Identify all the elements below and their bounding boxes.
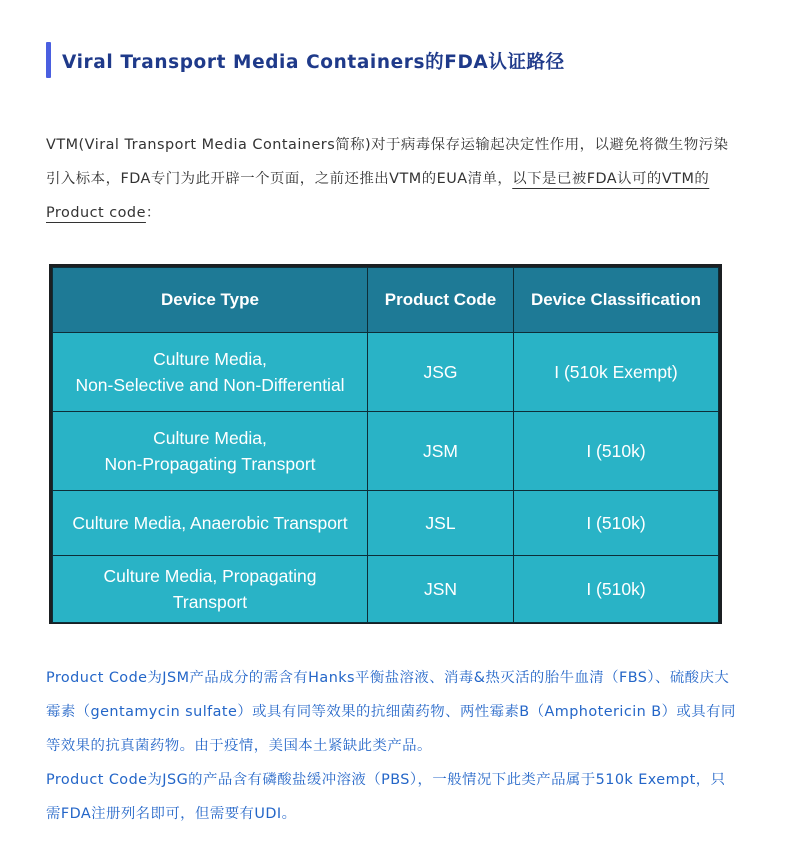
table-row [53, 333, 719, 412]
device-type-cell: Culture Media, Non-Propagating Transport [53, 412, 368, 491]
product-code-cell: JSN [368, 556, 514, 623]
page-title: Viral Transport Media Containers的FDA认证路径 [62, 52, 565, 73]
device-type-cell: Culture Media, Non-Selective and Non-Differential [53, 333, 368, 412]
classification-cell: I (510k) [514, 556, 719, 623]
jsg-note: Product Code为JSG的产品含有磷酸盐缓冲溶液（PBS），一般情况下此类产品属于510k Exempt，只需FDA注册列名即可，但需要有UDI。 [46, 772, 726, 822]
header-product-code: Product Code [368, 268, 514, 333]
jsm-note: Product Code为JSM产品成分的需含有Hanks平衡盐溶液、消毒&热灭活的胎牛血清（FBS）、硫酸庆大霉素（gentamycin sulfate）或具有同等效果的抗细菌药物、两性霉素B（Amphotericin B）或具有同等效果的抗真菌药物。由于疫情，美国本土紧缺此类产品。 [46, 670, 736, 754]
classification-cell: I (510k Exempt) [514, 333, 719, 412]
header-device-classification: Device Classification [514, 268, 719, 333]
heading-accent-bar [46, 42, 51, 78]
intro-colon: ： [145, 205, 161, 221]
classification-cell: I (510k) [514, 491, 719, 556]
table-row [53, 556, 719, 623]
table-header-row [53, 268, 719, 333]
section-heading [46, 42, 746, 80]
notes-section [46, 661, 736, 831]
product-code-cell: JSM [368, 412, 514, 491]
product-code-link[interactable]: 以下是已被FDA认可的VTM的Product code [46, 171, 710, 221]
product-code-table-image [49, 264, 722, 624]
device-type-cell: Culture Media, Propagating Transport [53, 556, 368, 623]
product-code-table [52, 267, 719, 623]
table-row [53, 412, 719, 491]
classification-cell: I (510k) [514, 412, 719, 491]
device-type-cell: Culture Media, Anaerobic Transport [53, 491, 368, 556]
intro-paragraph [46, 128, 736, 230]
intro-text: VTM(Viral Transport Media Containers简称)对于病毒保存运输起决定性作用，以避免将微生物污染引入标本，FDA专门为此开辟一个页面，之前还推出VTM的EUA清单， [46, 137, 729, 187]
header-device-type: Device Type [53, 268, 368, 333]
table-row [53, 491, 719, 556]
product-code-cell: JSG [368, 333, 514, 412]
product-code-cell: JSL [368, 491, 514, 556]
